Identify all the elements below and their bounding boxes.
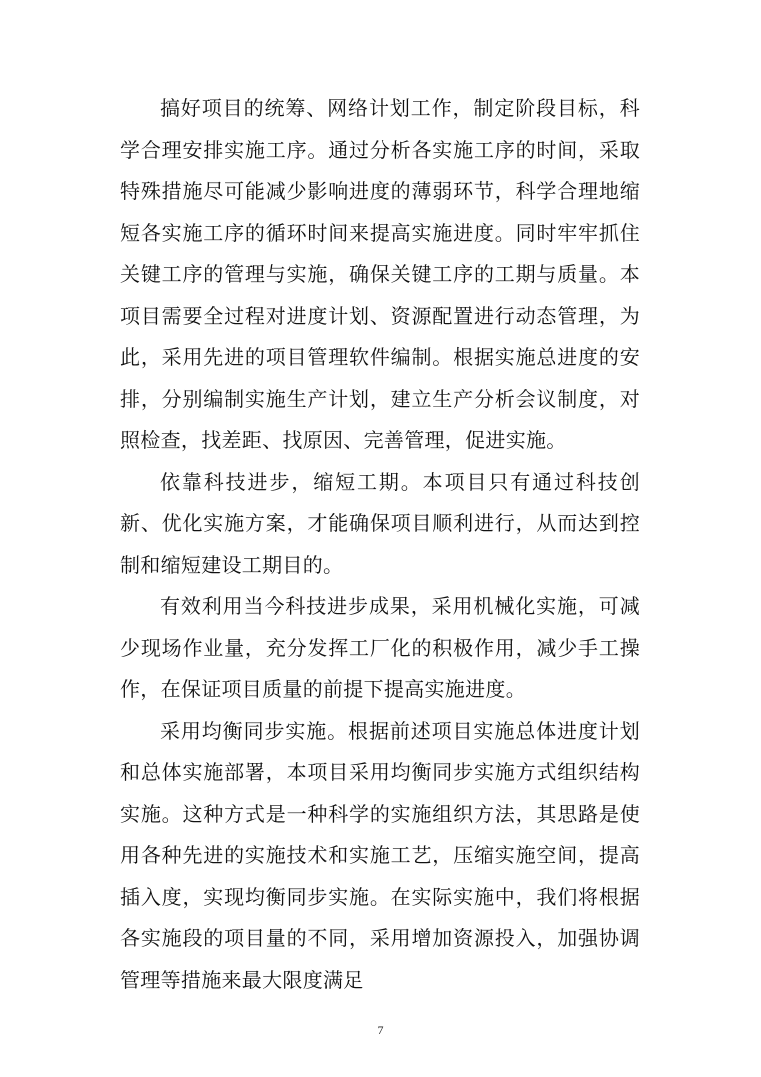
body-text	[120, 88, 640, 1001]
paragraph: 有效利用当今科技进步成果，采用机械化实施，可减少现场作业量，充分发挥工厂化的积极作用，减少手工操作，在保证项目质量的前提下提高实施进度。	[120, 594, 640, 701]
page-number: 7	[377, 1023, 384, 1037]
paragraph: 采用均衡同步实施。根据前述项目实施总体进度计划和总体实施部署，本项目采用均衡同步实施方式组织结构实施。这种方式是一种科学的实施组织方法，其思路是使用各种先进的实施技术和实施工艺，压缩实施空间，提高插入度，实现均衡同步实施。在实际实施中，我们将根据各实施段的项目量的不同，采用增加资源投入，加强协调管理等措施来最大限度满足	[120, 718, 640, 992]
paragraph: 依靠科技进步，缩短工期。本项目只有通过科技创新、优化实施方案，才能确保项目顺利进行，从而达到控制和缩短建设工期目的。	[120, 469, 640, 577]
paragraph: 搞好项目的统筹、网络计划工作，制定阶段目标，科学合理安排实施工序。通过分析各实施工序的时间，采取特殊措施尽可能减少影响进度的薄弱环节，科学合理地缩短各实施工序的循环时间来提高实施进度。同时牢牢抓住关键工序的管理与实施，确保关键工序的工期与质量。本项目需要全过程对进度计划、资源配置进行动态管理，为此，采用先进的项目管理软件编制。根据实施总进度的安排，分别编制实施生产计划，建立生产分析会议制度，对照检查，找差距、找原因、完善管理，促进实施。	[120, 96, 640, 452]
